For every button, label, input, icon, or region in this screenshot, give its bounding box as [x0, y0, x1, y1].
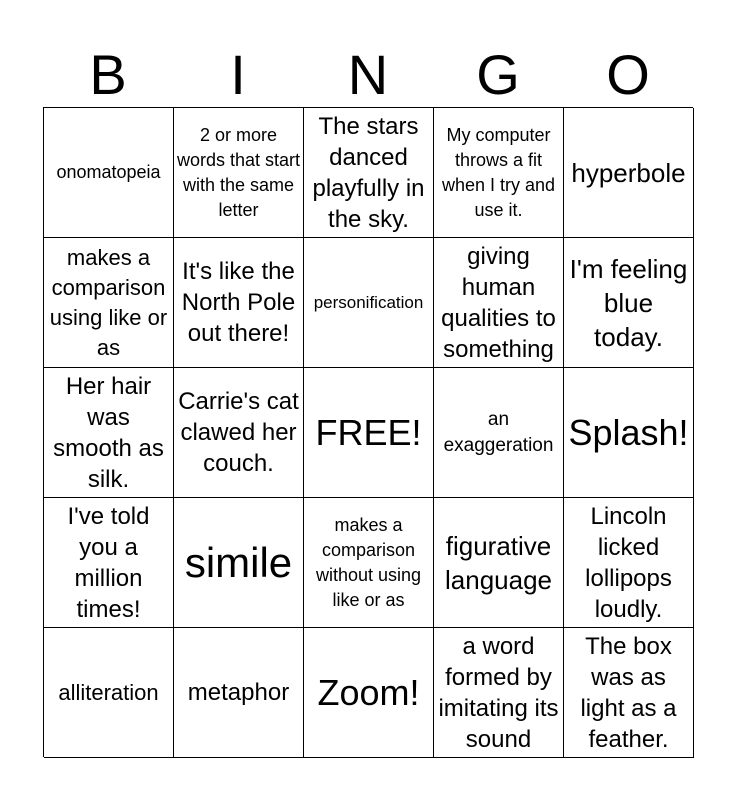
- header-letter-n: N: [347, 43, 389, 106]
- bingo-cell[interactable]: [44, 238, 174, 368]
- bingo-cell[interactable]: [174, 368, 304, 498]
- bingo-cell[interactable]: [174, 238, 304, 368]
- cell-text: makes a comparison without using like or as: [315, 514, 422, 610]
- cell-text: It's like the North Pole out there!: [181, 258, 296, 347]
- bingo-cell[interactable]: [434, 238, 564, 368]
- header-letter-g: G: [476, 43, 520, 106]
- bingo-cell[interactable]: [174, 628, 304, 758]
- bingo-cell[interactable]: [44, 628, 174, 758]
- cell-text: makes a comparison using like or as: [49, 244, 168, 360]
- cell-text: I've told you a million times!: [67, 502, 150, 623]
- bingo-cell-free[interactable]: [304, 368, 434, 498]
- cell-text: personification: [313, 292, 424, 312]
- cell-text: hyperbole: [571, 157, 686, 188]
- cell-text: Zoom!: [317, 671, 420, 713]
- bingo-cell[interactable]: [174, 108, 304, 238]
- bingo-cell[interactable]: [564, 108, 694, 238]
- cell-text: 2 or more words that start with the same letter: [176, 124, 301, 220]
- header-letter-b: B: [89, 43, 127, 106]
- bingo-cell[interactable]: [44, 498, 174, 628]
- bingo-cell[interactable]: [304, 498, 434, 628]
- bingo-cell[interactable]: [564, 238, 694, 368]
- cell-text: The stars danced playfully in the sky.: [312, 112, 425, 233]
- bingo-cell[interactable]: [434, 108, 564, 238]
- header-letter-o: O: [606, 43, 650, 106]
- bingo-cell[interactable]: [564, 628, 694, 758]
- cell-text: The box was as light as a feather.: [580, 632, 677, 753]
- bingo-card: [43, 107, 693, 757]
- bingo-cell[interactable]: [434, 368, 564, 498]
- cell-text: My computer throws a fit when I try and use it.: [441, 124, 556, 220]
- cell-text: figurative language: [445, 530, 552, 595]
- bingo-cell[interactable]: [174, 498, 304, 628]
- bingo-cell[interactable]: [304, 238, 434, 368]
- cell-text: Her hair was smooth as silk.: [53, 372, 164, 493]
- bingo-cell[interactable]: [564, 498, 694, 628]
- bingo-header: [43, 42, 693, 108]
- cell-text: giving human qualities to something: [441, 242, 556, 363]
- bingo-cell[interactable]: [434, 498, 564, 628]
- cell-text: Splash!: [568, 411, 689, 453]
- cell-text: Carrie's cat clawed her couch.: [178, 388, 299, 477]
- cell-text: Lincoln licked lollipops loudly.: [585, 502, 672, 623]
- cell-text: metaphor: [187, 679, 290, 706]
- bingo-cell[interactable]: [44, 108, 174, 238]
- bingo-cell[interactable]: [304, 628, 434, 758]
- cell-text: alliteration: [58, 679, 159, 705]
- cell-text: FREE!: [315, 411, 422, 453]
- bingo-cell[interactable]: [434, 628, 564, 758]
- cell-text: a word formed by imitating its sound: [438, 632, 559, 753]
- bingo-cell[interactable]: [304, 108, 434, 238]
- cell-text: I'm feeling blue today.: [569, 253, 688, 352]
- bingo-cell[interactable]: [44, 368, 174, 498]
- cell-text: onomatopeia: [56, 162, 161, 182]
- header-letter-i: I: [230, 43, 246, 106]
- cell-text: simile: [184, 538, 293, 586]
- cell-text: an exaggeration: [443, 408, 554, 456]
- bingo-cell[interactable]: [564, 368, 694, 498]
